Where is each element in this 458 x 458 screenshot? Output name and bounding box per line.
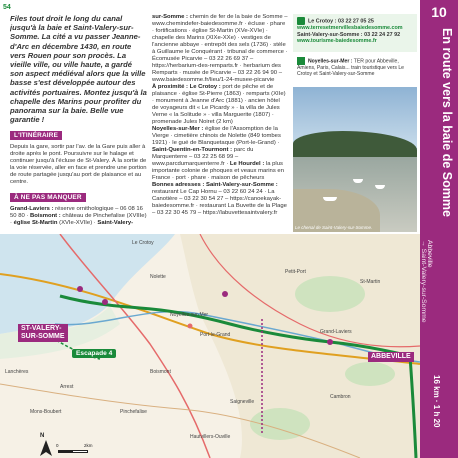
map-place-label: St-Martin xyxy=(360,279,381,285)
info-line: Saint-Valery-sur-Somme : 03 22 24 27 92 xyxy=(297,31,401,38)
noyelles-text: Noyelles-sur-Mer : église de l'Assomption de la Vierge · cimetière chinois de Nolette (849 tombes 1921) · le gué de Blanquetaque (Port-le-Grand) · Saint-Quentin-en-Tourmont : parc du Marquenterre – 03 22 25 68 99 – www.parcdumarquenterre.fr · Le Hourdel : la plus importante colonie de phoques et veaux marins en France · port · phare · maison de pêcheurs xyxy=(152,126,284,181)
map-place-label: Pinchefalise xyxy=(120,409,147,415)
middle-column xyxy=(152,14,288,232)
itineraire-heading: L'ITINÉRAIRE xyxy=(10,131,62,140)
boat xyxy=(323,197,337,201)
train-icon xyxy=(297,57,305,65)
poi-marker xyxy=(222,291,228,297)
map-place-label: Saigneville xyxy=(230,399,255,405)
map-place-label: Nolette xyxy=(150,274,166,280)
place-name: Saint-Valery- xyxy=(95,220,134,227)
place-name: Grand-Laviers : xyxy=(10,206,54,213)
town-label-end: ABBEVILLE xyxy=(368,352,414,362)
a-proximite-text: À proximité : Le Crotoy : port de pêche et de plaisance · église St-Pierre (1863) · remparts (XIIe) · monument à Jeanne d'Arc (1881) · ancien hôtel de voyageurs dit « Le Picardy » · la villa de Jules Verne « la Solitude » · villa Marguerite (1807) · promenade Jules Noiret (2 km) xyxy=(152,84,286,125)
forest xyxy=(345,362,395,386)
forest xyxy=(295,276,365,312)
intro-paragraph: Files tout droit le long du canal jusqu'à la baie et Saint-Valery-sur-Somme. La cité a vu passer Jeanne-d'Arc en décembre 1430, en route vers Rouen pour son procès. La vieille ville, ou ville haute, a gardé son aspect médiéval alors que la ville basse s'est développée autour des activités portuaires. Montez jusqu'à la chapelle des Marins pour profiter du panorama sur la baie. Belle vue garantie ! xyxy=(10,14,147,125)
poi-marker xyxy=(188,324,193,329)
bonnes-adresses-text: Bonnes adresses : Saint-Valery-sur-Somme : restaurant Le Cap Hornu – 03 22 60 24 24 · La Canotière – 03 22 30 54 27 – https://canoekayak-baiedesomme.fr · restaurant La Buvette de la Plage – 03 22 30 45 79 – https://labuvettesaintvalery.fr xyxy=(152,182,287,216)
ne-pas-manquer-heading: À NE PAS MANQUER xyxy=(10,193,86,202)
scale-label: 2km xyxy=(84,443,93,448)
compass-icon xyxy=(39,440,53,456)
map-place-label: Mons-Boubert xyxy=(30,409,62,415)
poi-marker xyxy=(77,286,83,292)
bay-water xyxy=(0,234,175,334)
route-map[interactable] xyxy=(0,234,420,458)
info-line: Le Crotoy : 03 22 27 05 25 xyxy=(297,17,413,25)
scale-bar xyxy=(58,450,88,453)
itineraire-text: Depuis la gare, sortir par l'av. de la Gare puis aller à droite après le pont. Poursuivre sur le halage et continuer jusqu'à l'écluse de St-Valery. À la sortie de la voie réservée, aller en face et prendre une portion de route partagée jusqu'au port de plaisance et au centre. xyxy=(10,144,147,186)
harbor-photo xyxy=(293,87,417,232)
map-place-label: Arrest xyxy=(60,384,74,390)
ne-pas-manquer-text: Grand-Laviers : réserve ornithologique – 06 08 16 50 80 · Boismont : château de Pinchefalise (XVIIIe) · église St-Martin (XVIe-XVIIe) · Saint-Valery- xyxy=(10,206,147,227)
info-link[interactable]: www.tourisme-baiedesomme.fr xyxy=(297,38,377,45)
map-place-label: Grand-Laviers xyxy=(320,329,352,335)
map-place-label: Hautvillers-Ouville xyxy=(190,434,231,440)
chapter-start: Abbeville xyxy=(426,240,433,268)
escapade-label: Escapade 4 xyxy=(72,349,116,358)
poi-marker xyxy=(327,339,333,345)
place-name: église St-Martin xyxy=(11,220,58,227)
transport-box: Noyelles-sur-Mer : TER pour Abbeville, Amiens, Paris, Calais... train touristique vers Le Crotoy et Saint-Valery-sur-Somme xyxy=(297,58,405,78)
map-place-label: Boismont xyxy=(150,369,171,375)
map-place-label: Petit-Port xyxy=(285,269,306,275)
left-column xyxy=(10,14,147,232)
info-link[interactable]: www.terresetmervillesbaiedesomme.com xyxy=(297,25,403,32)
chapter-number: 10 xyxy=(431,4,447,20)
town-label-start: ST-VALERY- SUR-SOMME xyxy=(18,324,68,342)
poi-marker xyxy=(102,299,108,305)
map-graphic xyxy=(0,234,420,458)
place-name: Boismont : xyxy=(28,213,61,220)
map-place-label: Cambron xyxy=(330,394,351,400)
map-place-label: Noyelles-sur-Mer xyxy=(170,312,209,318)
chapter-end: → Saint-Valery-sur-Somme xyxy=(420,240,427,323)
photo-caption: Le chenal de Saint-Valery-sur-Somme. xyxy=(295,225,373,230)
scale-label: 0 xyxy=(56,443,59,448)
chapter-title: En route vers la baie de Somme xyxy=(440,28,454,217)
chapter-band xyxy=(420,0,458,458)
forest xyxy=(250,408,310,440)
info-icon xyxy=(297,17,305,25)
compass-label: N xyxy=(40,433,45,439)
saint-valery-text: sur-Somme : chemin de fer de la baie de Somme – www.chemindefer-baiedesomme.fr · écluse · phare · fortifications · église St-Martin (XVe-XVIe) · chapelle des Marins (XIXe-XXe) · vestiges de l'ancienne abbaye · entrepôt des sels (1736) · stèle à Guillaume le Conquérant · tribunal de commerce · Écomusée Picarvie – 03 22 26 69 37 – https://herbarium-des-remparts.fr · herbarium des Remparts · musée de Picarvie – 03 22 26 94 90 – www.baiedesomme.fr/lieu/1-24-musee-picarvie xyxy=(152,14,288,83)
map-place-label: Lanchères xyxy=(5,369,29,375)
chapter-distance: 16 km · 1 h 20 xyxy=(432,375,441,428)
map-place-label: Le Crotoy xyxy=(132,240,154,246)
page-number-top: 54 xyxy=(3,4,11,11)
tourism-info-box xyxy=(293,14,417,52)
map-place-label: Port-le-Grand xyxy=(200,332,231,338)
